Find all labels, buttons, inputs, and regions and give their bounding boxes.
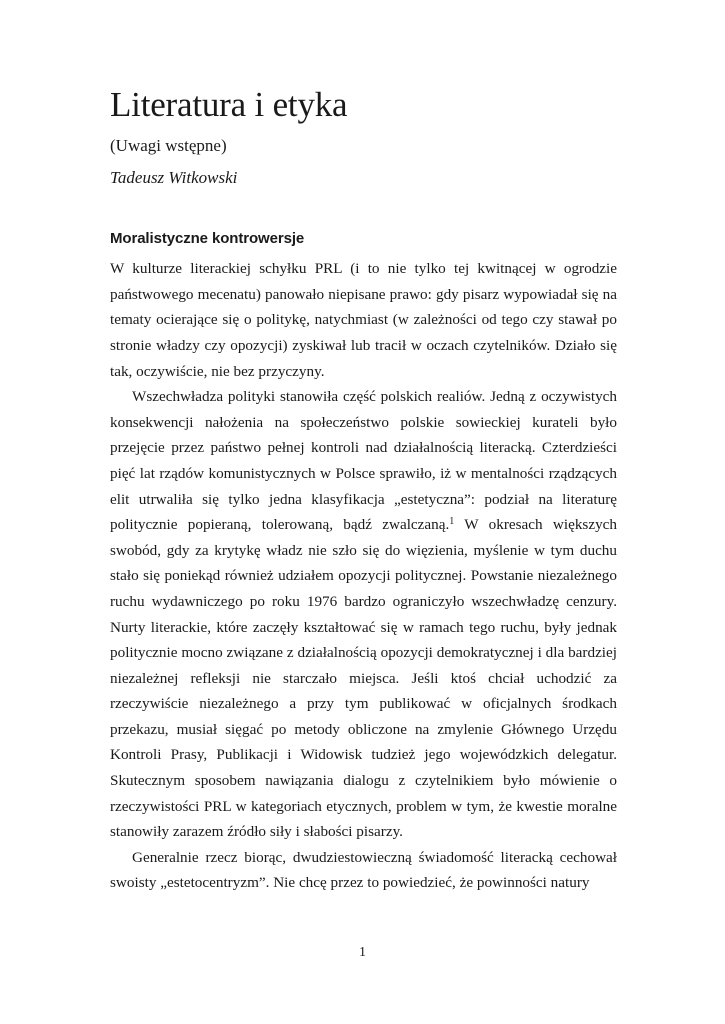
document-title: Literatura i etyka xyxy=(110,85,348,124)
paragraph-2-part-1: Wszechwładza polityki stanowiła część polskich realiów. Jedną z oczywistych konsekwencji nałożenia na społeczeństwo polskie sowieckiej kurateli było przejęcie przez państwo pełnej kontroli nad działalnością literacką. Czterdzieści pięć lat rządów komunistycznych w Polsce sprawiło, iż w mentalności rządzących elit utrwaliła się tylko jedna klasyfikacja „estetyczna”: podział na literaturę politycznie popieraną, tolerowaną, bądź zwalczaną. xyxy=(110,388,617,534)
paragraph-2-part-2: W okresach większych swobód, gdy za krytykę władz nie szło się do więzienia, myślenie w tym duchu stało się poniekąd również udziałem opozycji politycznej. Powstanie niezależnego ruchu wydawniczego po roku 1976 bardzo ograniczyło wszechwładzę cenzury. Nurty literackie, które zaczęły kształtować się w ramach tego ruchu, były jednak politycznie mocno związane z działalnością opozycji demokratycznej i dla bardziej niezależnej refleksji nie starczało miejsca. Jeśli ktoś chciał uchodzić za rzeczywiście niezależnego a przy tym publikować w oficjalnych środkach przekazu, musiał sięgać po metody obliczone na zmylenie Głównego Urzędu Kontroli Prasy, Publikacji i Widowisk tudzież jego wojewódzkich delegatur. Skutecznym sposobem nawiązania dialogu z czytelnikiem było mówienie o rzeczywistości PRL w kategoriach etycznych, problem w tym, że kwestie moralne stanowiły zarazem źródło siły i słabości pisarzy. xyxy=(110,516,618,841)
footnote-reference[interactable]: 1 xyxy=(449,516,455,528)
paragraph-2 xyxy=(110,384,617,845)
page-number: 1 xyxy=(359,945,366,960)
paragraph-1: W kulturze literackiej schyłku PRL (i to nie tylko tej kwitnącej w ogrodzie państwowego mecenatu) panowało niepisane prawo: gdy pisarz wypowiadał się na tematy ocierające się o politykę, natychmiast (w zależności od tego czy stawał po stronie władzy czy opozycji) zyskiwał lub tracił w oczach czytelników. Działo się tak, oczywiście, nie bez przyczyny. xyxy=(110,260,617,380)
section-heading: Moralistyczne kontrowersje xyxy=(110,229,305,247)
author-name: Tadeusz Witkowski xyxy=(110,167,238,187)
paragraph-3: Generalnie rzecz biorąc, dwudziestowieczną świadomość literacką cechował swoisty „estetocentryzm”. Nie chcę przez to powiedzieć, że powinności natury xyxy=(110,848,617,892)
document-subtitle: (Uwagi wstępne) xyxy=(110,135,227,155)
body-text xyxy=(110,256,617,896)
